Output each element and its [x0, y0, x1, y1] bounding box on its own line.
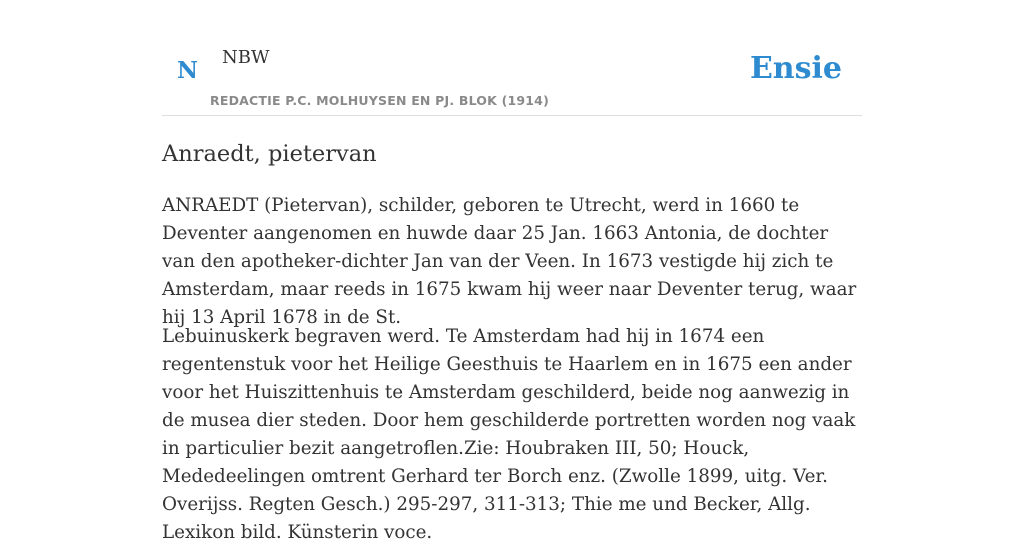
source-subtitle: REDACTIE P.C. MOLHUYSEN EN PJ. BLOK (1914) [210, 93, 549, 108]
header [162, 0, 862, 116]
article-title: Anraedt, pietervan [162, 141, 377, 167]
source-logo-icon[interactable]: N [177, 57, 199, 84]
article-paragraph-2: Lebuinuskerk begraven werd. Te Amsterdam had hij in 1674 een regentenstuk voor het Heilige Geesthuis te Haarlem en in 1675 een ander voor het Huiszittenhuis te Amsterdam geschilderd, beide nog aanwezig in de musea dier steden. Door hem geschilderde portretten worden nog vaak in particulier bezit aangetroflen.Zie: Houbraken III, 50; Houck, Mededeelingen omtrent Gerhard ter Borch enz. (Zwolle 1899, uitg. Ver. Overijss. Regten Gesch.) 295-297, 311-313; Thie me und Becker, Allg. Lexikon bild. Künsterin voce. [162, 326, 856, 543]
brand-logo[interactable]: Ensie [749, 51, 842, 86]
article-paragraph-1: ANRAEDT (Pietervan), schilder, geboren te Utrecht, werd in 1660 te Deventer aangenomen en huwde daar 25 Jan. 1663 Antonia, de dochter van den apotheker-dichter Jan van der Veen. In 1673 vestigde hij zich te Amsterdam, maar reeds in 1675 kwam hij weer naar Deventer terug, waar hij 13 April 1678 in de St. [162, 195, 857, 328]
source-name[interactable]: NBW [222, 47, 270, 68]
